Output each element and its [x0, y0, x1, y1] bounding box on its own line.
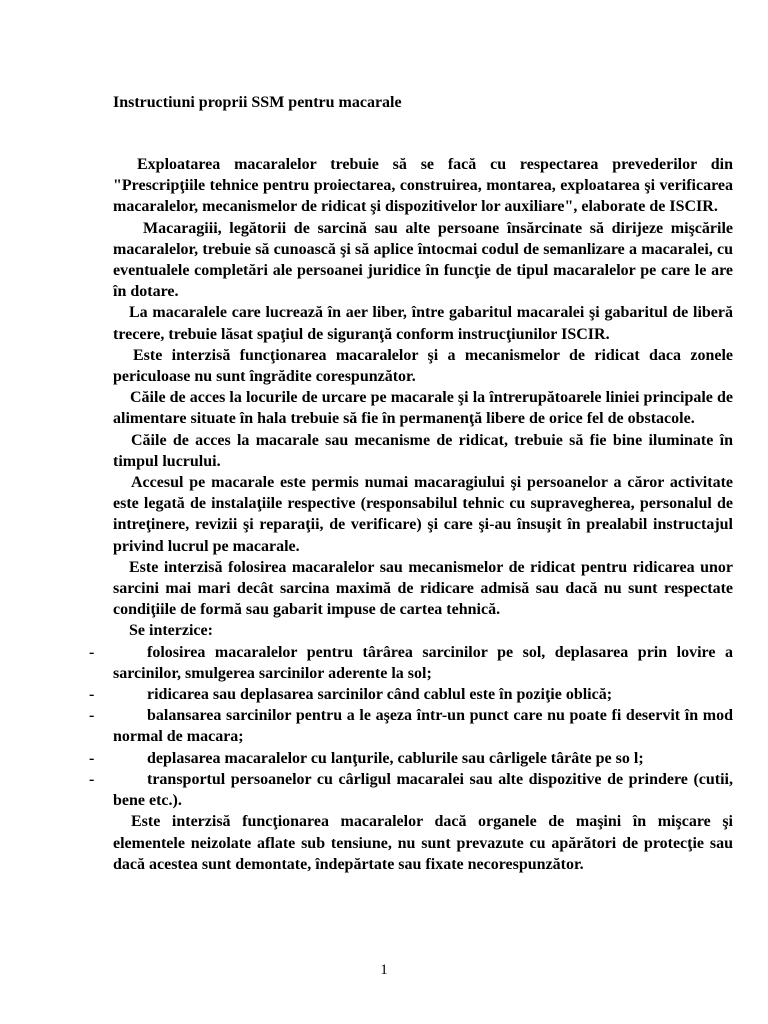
paragraph-4: Este interzisă funcţionarea macaralelor şi a mecanismelor de ridicat daca zonele periculoase nu sunt îngrădite corespunzător. [113, 346, 733, 386]
list-item-text: ridicarea sau deplasarea sarcinilor când cablul este în poziţie oblică; [147, 686, 613, 704]
list-item-text: balansarea sarcinilor pentru a le aşeza într-un punct care nu poate fi deservit în mod normal de macara; [113, 707, 733, 746]
paragraph-2: Macaragiii, legătorii de sarcină sau alte persoane însărcinate să dirijeze mişcările macaralelor, trebuie să cunoască şi să aplice întocmai codul de semanlizare a macaralei, cu eventualele completări ale persoanei juridice în funcţie de tipul macaralelor pe care le are în dotare. [113, 219, 733, 301]
list-item-text: deplasarea macaralelor cu lanţurile, cablurile sau cârligele târâte pe so l; [147, 749, 644, 767]
list-bullet: - [89, 770, 95, 788]
list-bullet: - [89, 707, 95, 725]
paragraph-3: La macaralele care lucrează în aer liber, între gabaritul macaralei şi gabaritul de liberă trecere, trebuie lăsat spaţiul de siguranţă conform instrucţiunilor ISCIR. [113, 304, 733, 343]
prohibitions-list [89, 642, 733, 812]
closing-paragraph: Este interzisă funcţionarea macaralelor dacă organele de maşini în mişcare şi elementele neizolate aflate sub tensiune, nu sunt prevazute cu apărători de protecţie sau dacă acestea sunt demontate, îndepărtate sau fixate necorespunzător. [113, 813, 733, 873]
paragraph-8: Este interzisă folosirea macaralelor sau mecanismelor de ridicat pentru ridicarea unor sarcini mai mari decât sarcina maximă de ridicare admisă sau dacă nu sunt respectate condiţiile de formă sau gabarit impuse de cartea tehnică. [113, 558, 733, 619]
list-item [89, 769, 733, 811]
list-bullet: - [89, 686, 95, 704]
list-bullet: - [89, 643, 95, 661]
page-number: 1 [380, 962, 388, 978]
document-body [89, 154, 733, 875]
list-item-text: transportul persoanelor cu cârligul macaralei sau alte dispozitive de prindere (cutii, bene etc.). [113, 770, 733, 810]
paragraph-1: Exploatarea macaralelor trebuie să se facă cu respectarea prevederilor din "Prescripţiile tehnice pentru proiectarea, construirea, montarea, exploatarea şi verificarea macaralelor, mecanismelor de ridicat şi dispozitivelor lor auxiliare", elaborate de ISCIR. [113, 156, 733, 216]
paragraph-7: Accesul pe macarale este permis numai macaragiului şi persoanelor a căror activitate este legată de instalaţiile respective (responsabilul tehnic cu supravegherea, personalul de intreţinere, revizii şi reparaţii, de verificare) şi care şi-au însuşit în prealabil instructajul privind lucrul pe macarale. [113, 474, 733, 555]
list-item [89, 642, 733, 684]
list-item [89, 684, 733, 705]
list-bullet: - [89, 749, 95, 767]
paragraph-5: Căile de acces la locurile de urcare pe macarale şi la întrerupătoarele liniei principale de alimentare situate în hala trebuie să fie în permanenţă libere de orice fel de obstacole. [113, 389, 733, 428]
list-item-text: folosirea macaralelor pentru târârea sarcinilor pe sol, deplasarea prin lovire a sarcinilor, smulgerea sarcinilor aderente la sol; [113, 643, 733, 682]
paragraph-6: Căile de acces la macarale sau mecanisme de ridicat, trebuie să fie bine iluminate în timpul lucrului. [113, 431, 733, 470]
list-item [89, 748, 733, 769]
document-title: Instructiuni proprii SSM pentru macarale [113, 94, 402, 111]
list-item [89, 705, 733, 747]
paragraph-9: Se interzice: [129, 622, 213, 640]
